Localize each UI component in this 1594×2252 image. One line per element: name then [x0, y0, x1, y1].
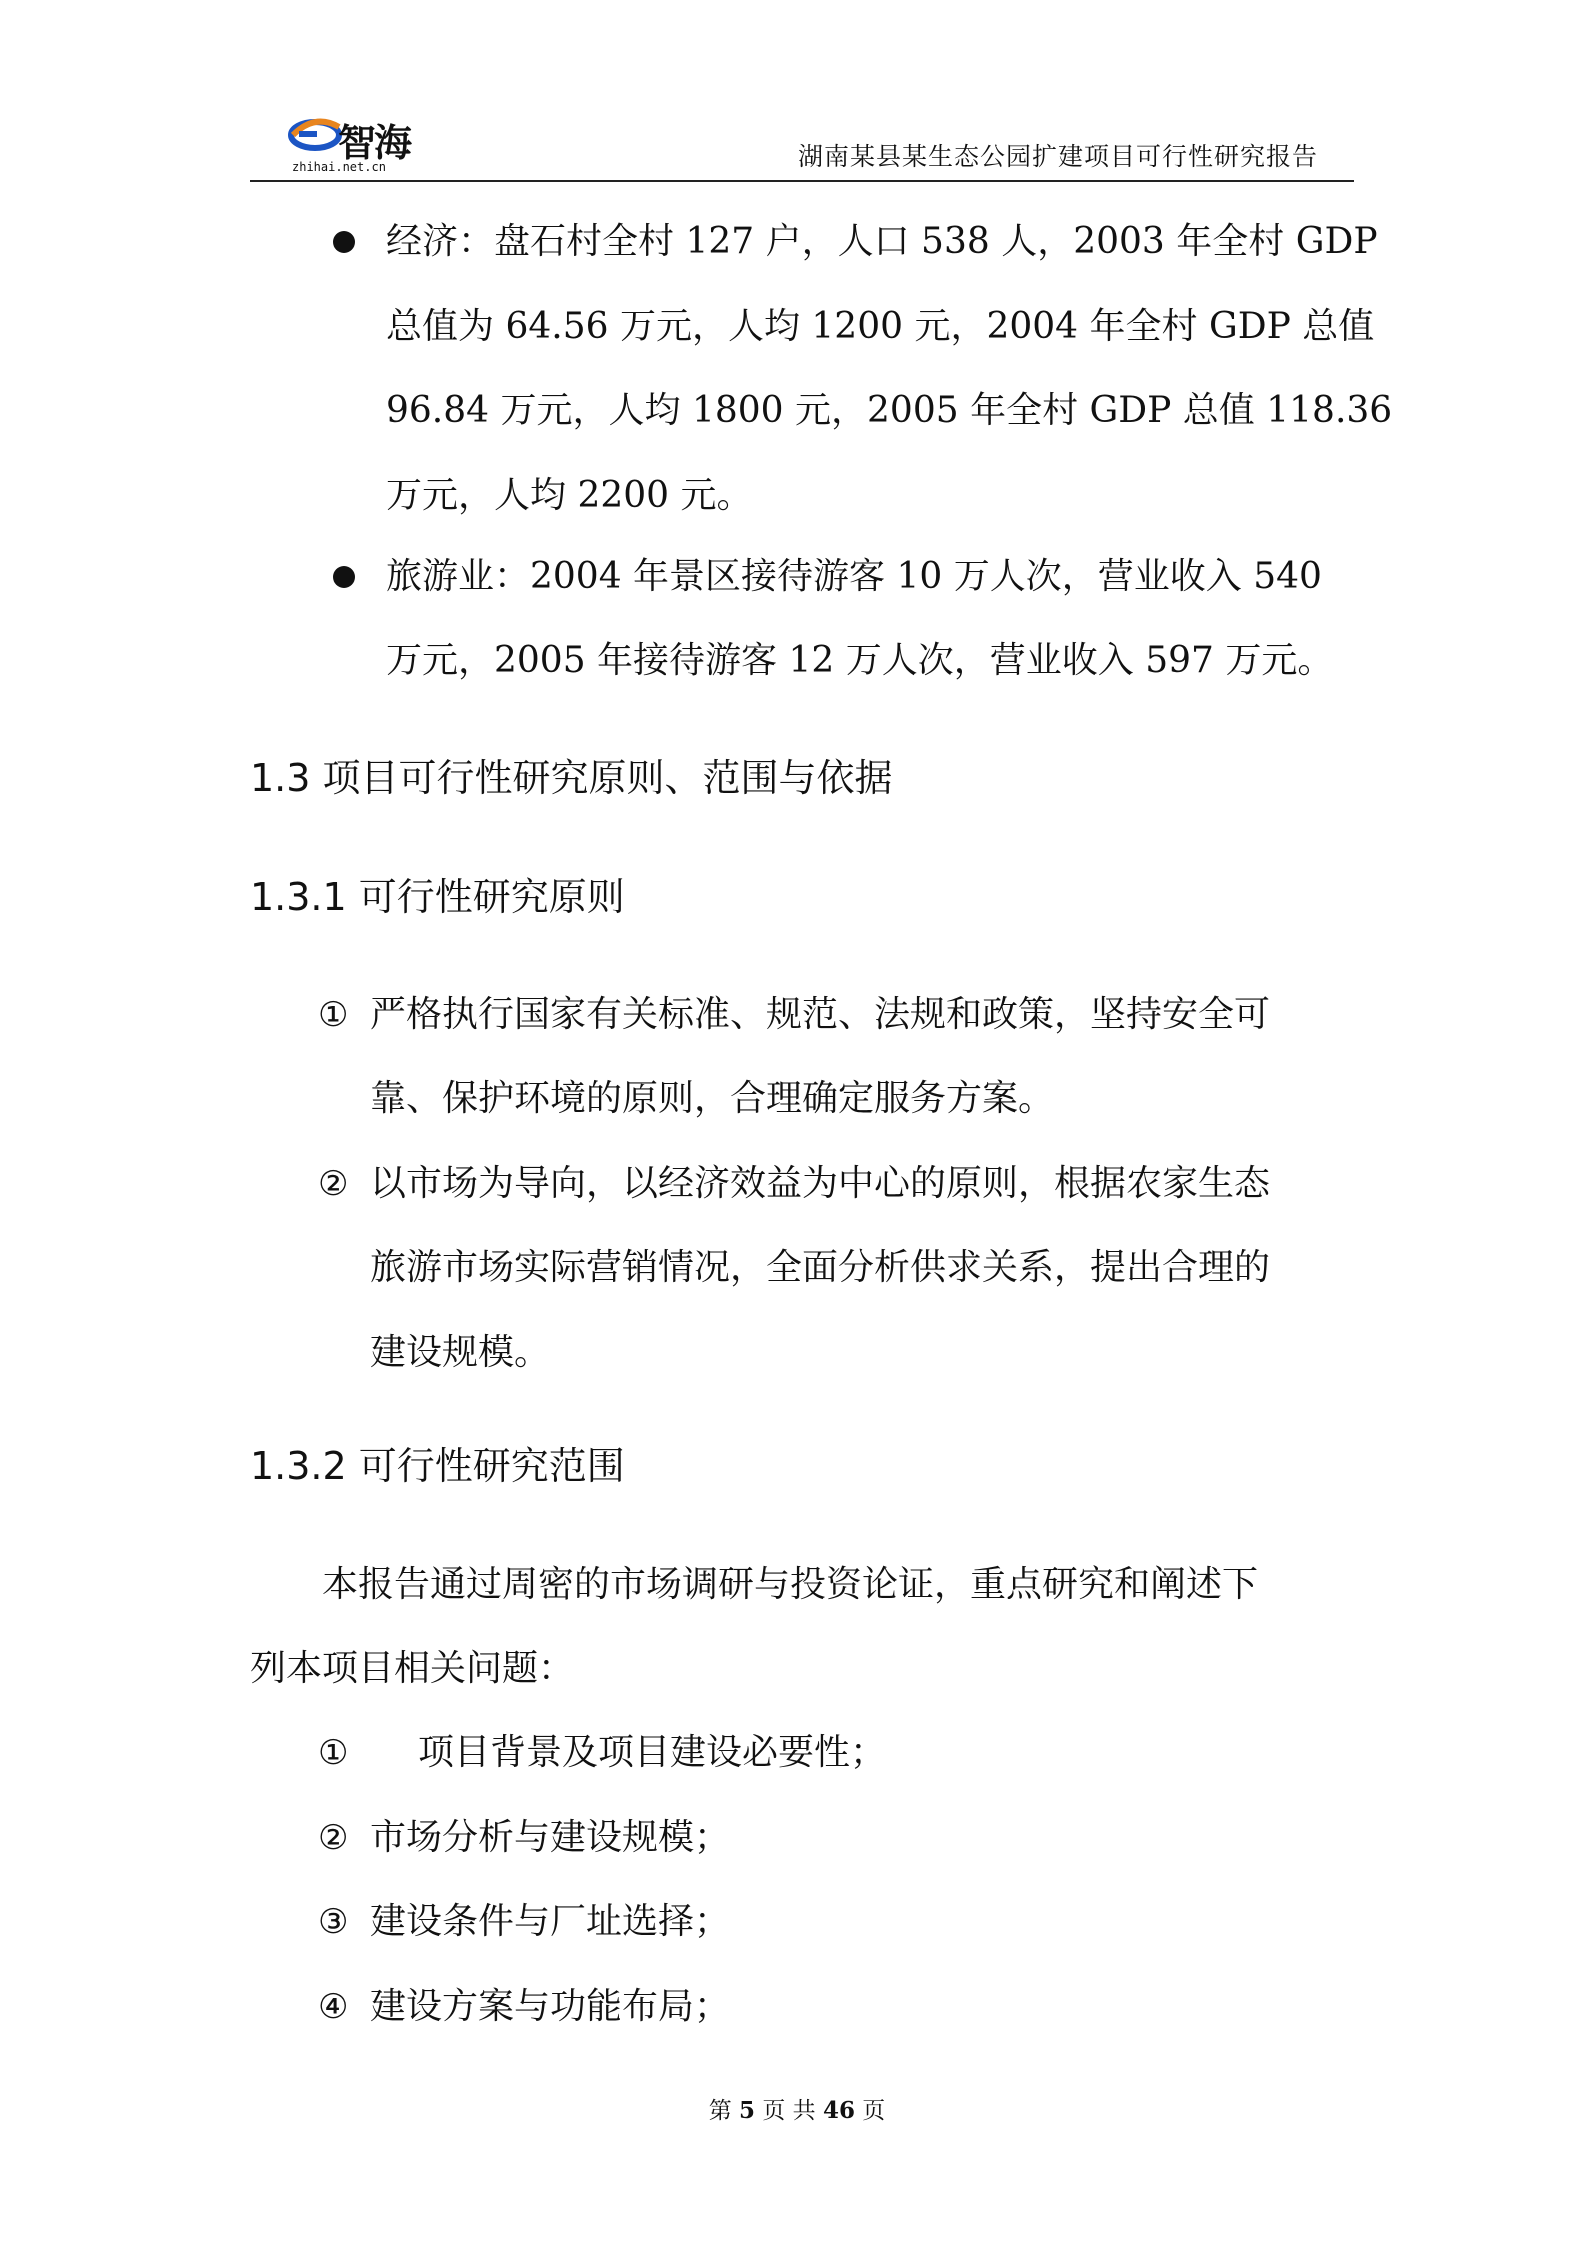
- bullet-tourism-line-2: 万元，2005 年接待游客 12 万人次，营业收入 597 万元。: [386, 640, 1334, 681]
- scope-item-3-text: 建设条件与厂址选择；: [370, 1901, 731, 1942]
- scope-item-1-marker: ①: [318, 1733, 349, 1773]
- scope-intro-line-1: 本报告通过周密的市场调研与投资论证，重点研究和阐述下: [322, 1564, 1259, 1605]
- footer-page-total: 46: [822, 2097, 855, 2124]
- footer-page-number: 5: [739, 2097, 756, 2124]
- section-1-3-title: 1.3 项目可行性研究原则、范围与依据: [250, 756, 893, 800]
- page-footer: [0, 2092, 1594, 2125]
- bullet-dot-icon: [333, 566, 355, 588]
- section-1-3-1-title: 1.3.1 可行性研究原则: [250, 875, 625, 919]
- principle-2-line-3: 建设规模。: [370, 1332, 551, 1373]
- scope-item-4-marker: ④: [318, 1987, 349, 2027]
- bullet-economy-line-4: 万元，人均 2200 元。: [386, 475, 753, 516]
- footer-suffix: 页: [862, 2098, 886, 2124]
- scope-intro-line-2: 列本项目相关问题：: [250, 1648, 575, 1689]
- principle-1-marker: ①: [318, 995, 349, 1035]
- scope-item-4-text: 建设方案与功能布局；: [370, 1986, 731, 2027]
- logo-site-text: zhihai.net.cn: [292, 160, 386, 174]
- bullet-economy-line-3: 96.84 万元，人均 1800 元，2005 年全村 GDP 总值 118.36: [386, 390, 1393, 431]
- scope-item-2-marker: ②: [318, 1818, 349, 1858]
- bullet-dot-icon: [333, 231, 355, 253]
- section-1-3-2-title: 1.3.2 可行性研究范围: [250, 1444, 625, 1488]
- principle-1-line-1: 严格执行国家有关标准、规范、法规和政策，坚持安全可: [370, 994, 1271, 1035]
- header-divider: [250, 180, 1354, 182]
- footer-middle: 页 共: [762, 2098, 816, 2124]
- scope-item-1-text: 项目背景及项目建设必要性；: [418, 1732, 887, 1773]
- logo-text: 智海: [338, 121, 411, 165]
- scope-item-2-text: 市场分析与建设规模；: [370, 1817, 731, 1858]
- bullet-economy-line-2: 总值为 64.56 万元，人均 1200 元，2004 年全村 GDP 总值: [386, 306, 1375, 347]
- principle-2-line-1: 以市场为导向，以经济效益为中心的原则，根据农家生态: [370, 1163, 1271, 1204]
- principle-2-line-2: 旅游市场实际营销情况，全面分析供求关系，提出合理的: [370, 1247, 1271, 1288]
- footer-prefix: 第: [708, 2098, 732, 2124]
- principle-1-line-2: 靠、保护环境的原则，合理确定服务方案。: [370, 1078, 1055, 1119]
- principle-2-marker: ②: [318, 1164, 349, 1204]
- scope-item-3-marker: ③: [318, 1902, 349, 1942]
- bullet-economy-line-1: 经济：盘石村全村 127 户，人口 538 人，2003 年全村 GDP: [386, 221, 1378, 262]
- bullet-tourism-line-1: 旅游业：2004 年景区接待游客 10 万人次，营业收入 540: [386, 556, 1322, 597]
- header-title: 湖南某县某生态公园扩建项目可行性研究报告: [797, 142, 1318, 171]
